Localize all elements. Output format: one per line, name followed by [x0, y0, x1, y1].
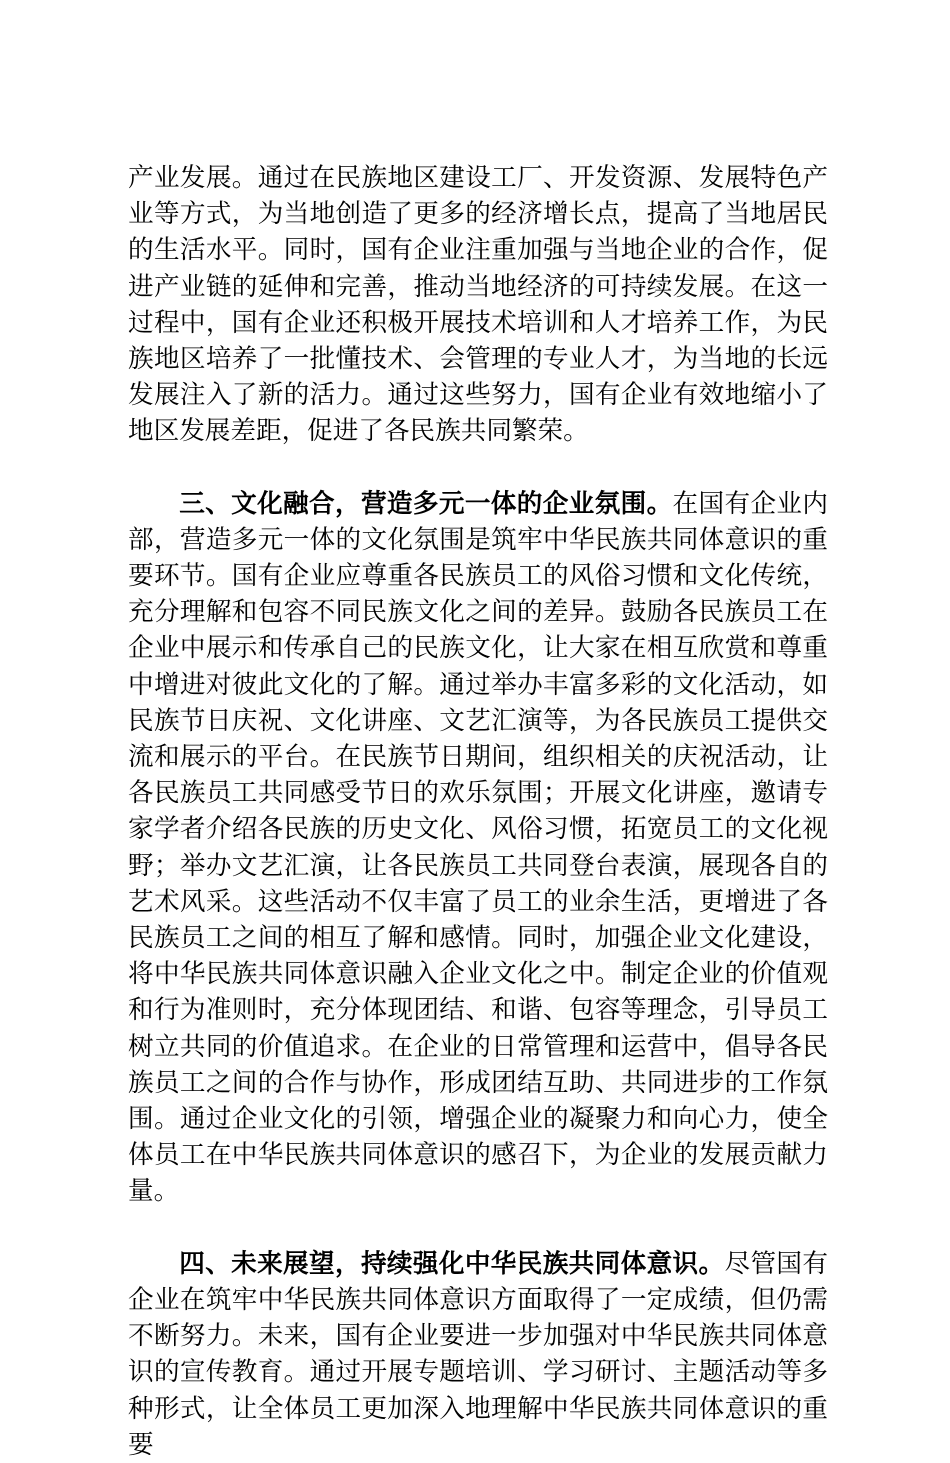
paragraph-section-4: [128, 1246, 828, 1463]
paragraph-body: 在国有企业内部，营造多元一体的文化氛围是筑牢中华民族共同体意识的重要环节。国有企业应尊重各民族员工的风俗习惯和文化传统，充分理解和包容不同民族文化之间的差异。鼓励各民族员工在企业中展示和传承自己的民族文化，让大家在相互欣赏和尊重中增进对彼此文化的了解。通过举办丰富多彩的文化活动，如民族节日庆祝、文化讲座、文艺汇演等，为各民族员工提供交流和展示的平台。在民族节日期间，组织相关的庆祝活动，让各民族员工共同感受节日的欢乐氛围；开展文化讲座，邀请专家学者介绍各民族的历史文化、风俗习惯，拓宽员工的文化视野；举办文艺汇演，让各民族员工共同登台表演，展现各自的艺术风采。这些活动不仅丰富了员工的业余生活，更增进了各民族员工之间的相互了解和感情。同时，加强企业文化建设，将中华民族共同体意识融入企业文化之中。制定企业的价值观和行为准则时，充分体现团结、和谐、包容等理念，引导员工树立共同的价值追求。在企业的日常管理和运营中，倡导各民族员工之间的合作与协作，形成团结互助、共同进步的工作氛围。通过企业文化的引领，增强企业的凝聚力和向心力，使全体员工在中华民族共同体意识的感召下，为企业的发展贡献力量。: [128, 488, 828, 1207]
section-heading: 三、文化融合，营造多元一体的企业氛围。: [179, 488, 673, 519]
document-page: [128, 160, 828, 1463]
paragraph-section-3: [128, 486, 828, 1210]
paragraph-body: 尽管国有企业在筑牢中华民族共同体意识方面取得了一定成绩，但仍需不断努力。未来，国有企业要进一步加强对中华民族共同体意识的宣传教育。通过开展专题培训、学习研讨、主题活动等多种形式，让全体员工更加深入地理解中华民族共同体意识的重要: [128, 1248, 828, 1460]
paragraph-continuation: [128, 160, 828, 450]
section-heading: 四、未来展望，持续强化中华民族共同体意识。: [179, 1248, 725, 1279]
paragraph-body: 产业发展。通过在民族地区建设工厂、开发资源、发展特色产业等方式，为当地创造了更多的经济增长点，提高了当地居民的生活水平。同时，国有企业注重加强与当地企业的合作，促进产业链的延伸和完善，推动当地经济的可持续发展。在这一过程中，国有企业还积极开展技术培训和人才培养工作，为民族地区培养了一批懂技术、会管理的专业人才，为当地的长远发展注入了新的活力。通过这些努力，国有企业有效地缩小了地区发展差距，促进了各民族共同繁荣。: [128, 163, 828, 447]
